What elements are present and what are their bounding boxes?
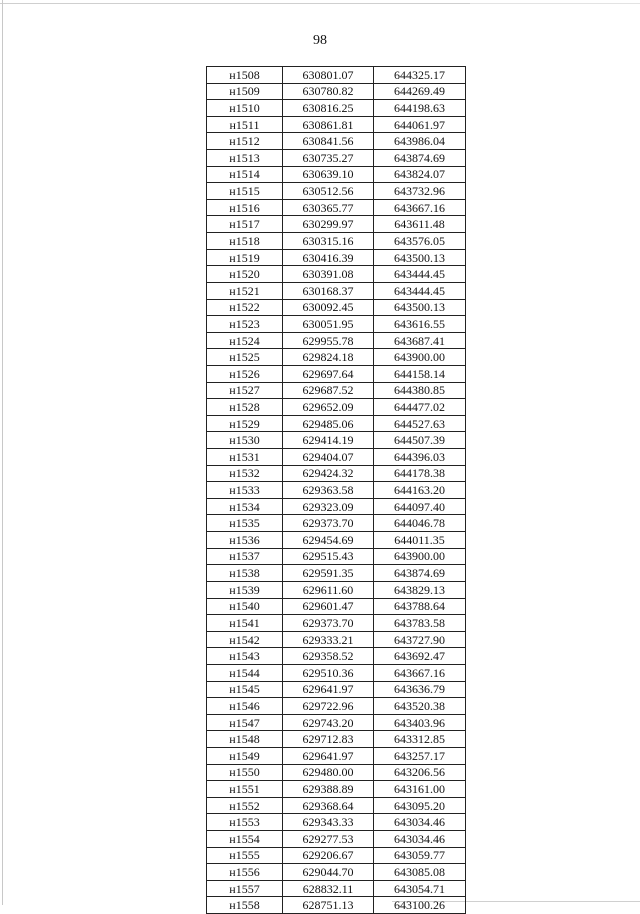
table-row bbox=[207, 581, 466, 598]
table-row bbox=[207, 316, 466, 333]
x-coordinate-cell: 629044.70 bbox=[283, 864, 374, 881]
y-coordinate-cell: 643874.69 bbox=[374, 565, 466, 582]
x-coordinate-cell: 630801.07 bbox=[283, 67, 374, 84]
x-coordinate-cell: 630315.16 bbox=[283, 233, 374, 250]
point-id-cell: н1543 bbox=[207, 648, 283, 665]
point-id-cell: н1544 bbox=[207, 664, 283, 681]
x-coordinate-cell: 629414.19 bbox=[283, 432, 374, 449]
x-coordinate-cell: 630861.81 bbox=[283, 116, 374, 133]
y-coordinate-cell: 644158.14 bbox=[374, 365, 466, 382]
table-row bbox=[207, 714, 466, 731]
x-coordinate-cell: 629368.64 bbox=[283, 797, 374, 814]
table-row bbox=[207, 598, 466, 615]
table-row bbox=[207, 67, 466, 84]
point-id-cell: н1511 bbox=[207, 116, 283, 133]
table-row bbox=[207, 233, 466, 250]
x-coordinate-cell: 629404.07 bbox=[283, 449, 374, 466]
table-row bbox=[207, 764, 466, 781]
table-row bbox=[207, 681, 466, 698]
x-coordinate-cell: 629388.89 bbox=[283, 781, 374, 798]
table-row bbox=[207, 83, 466, 100]
y-coordinate-cell: 643095.20 bbox=[374, 797, 466, 814]
table-row bbox=[207, 382, 466, 399]
y-coordinate-cell: 643829.13 bbox=[374, 581, 466, 598]
x-coordinate-cell: 629480.00 bbox=[283, 764, 374, 781]
y-coordinate-cell: 643783.58 bbox=[374, 615, 466, 632]
y-coordinate-cell: 643206.56 bbox=[374, 764, 466, 781]
table-row bbox=[207, 365, 466, 382]
point-id-cell: н1532 bbox=[207, 465, 283, 482]
point-id-cell: н1530 bbox=[207, 432, 283, 449]
point-id-cell: н1538 bbox=[207, 565, 283, 582]
point-id-cell: н1523 bbox=[207, 316, 283, 333]
x-coordinate-cell: 629206.67 bbox=[283, 847, 374, 864]
point-id-cell: н1521 bbox=[207, 282, 283, 299]
point-id-cell: н1558 bbox=[207, 897, 283, 914]
table-row bbox=[207, 349, 466, 366]
x-coordinate-cell: 629358.52 bbox=[283, 648, 374, 665]
x-coordinate-cell: 629373.70 bbox=[283, 615, 374, 632]
point-id-cell: н1542 bbox=[207, 631, 283, 648]
x-coordinate-cell: 629955.78 bbox=[283, 332, 374, 349]
y-coordinate-cell: 644396.03 bbox=[374, 449, 466, 466]
table-row bbox=[207, 399, 466, 416]
point-id-cell: н1508 bbox=[207, 67, 283, 84]
x-coordinate-cell: 629323.09 bbox=[283, 498, 374, 515]
y-coordinate-cell: 643059.77 bbox=[374, 847, 466, 864]
x-coordinate-cell: 628832.11 bbox=[283, 880, 374, 897]
point-id-cell: н1554 bbox=[207, 831, 283, 848]
point-id-cell: н1555 bbox=[207, 847, 283, 864]
table-row bbox=[207, 515, 466, 532]
point-id-cell: н1553 bbox=[207, 814, 283, 831]
x-coordinate-cell: 630416.39 bbox=[283, 249, 374, 266]
x-coordinate-cell: 629722.96 bbox=[283, 698, 374, 715]
point-id-cell: н1545 bbox=[207, 681, 283, 698]
point-id-cell: н1524 bbox=[207, 332, 283, 349]
point-id-cell: н1541 bbox=[207, 615, 283, 632]
table-row bbox=[207, 664, 466, 681]
point-id-cell: н1536 bbox=[207, 532, 283, 549]
table-row bbox=[207, 199, 466, 216]
left-scan-edge bbox=[2, 0, 3, 905]
y-coordinate-cell: 644477.02 bbox=[374, 399, 466, 416]
table-row bbox=[207, 449, 466, 466]
point-id-cell: н1535 bbox=[207, 515, 283, 532]
top-border-line-faint bbox=[470, 3, 640, 4]
page-number: 98 bbox=[313, 33, 327, 48]
point-id-cell: н1510 bbox=[207, 100, 283, 117]
y-coordinate-cell: 643900.00 bbox=[374, 349, 466, 366]
x-coordinate-cell: 629652.09 bbox=[283, 399, 374, 416]
point-id-cell: н1548 bbox=[207, 731, 283, 748]
x-coordinate-cell: 629485.06 bbox=[283, 415, 374, 432]
x-coordinate-cell: 630639.10 bbox=[283, 166, 374, 183]
point-id-cell: н1525 bbox=[207, 349, 283, 366]
x-coordinate-cell: 629641.97 bbox=[283, 681, 374, 698]
table-row bbox=[207, 415, 466, 432]
y-coordinate-cell: 644527.63 bbox=[374, 415, 466, 432]
table-row bbox=[207, 116, 466, 133]
y-coordinate-cell: 643520.38 bbox=[374, 698, 466, 715]
point-id-cell: н1534 bbox=[207, 498, 283, 515]
y-coordinate-cell: 643500.13 bbox=[374, 299, 466, 316]
y-coordinate-cell: 643611.48 bbox=[374, 216, 466, 233]
y-coordinate-cell: 644507.39 bbox=[374, 432, 466, 449]
top-border-line bbox=[0, 3, 470, 4]
x-coordinate-cell: 629333.21 bbox=[283, 631, 374, 648]
table-row bbox=[207, 864, 466, 881]
table-row bbox=[207, 747, 466, 764]
x-coordinate-cell: 629712.83 bbox=[283, 731, 374, 748]
x-coordinate-cell: 629277.53 bbox=[283, 831, 374, 848]
point-id-cell: н1549 bbox=[207, 747, 283, 764]
y-coordinate-cell: 643257.17 bbox=[374, 747, 466, 764]
y-coordinate-cell: 643788.64 bbox=[374, 598, 466, 615]
y-coordinate-cell: 644325.17 bbox=[374, 67, 466, 84]
y-coordinate-cell: 643986.04 bbox=[374, 133, 466, 150]
table-row bbox=[207, 332, 466, 349]
x-coordinate-cell: 629611.60 bbox=[283, 581, 374, 598]
table-row bbox=[207, 797, 466, 814]
y-coordinate-cell: 643161.00 bbox=[374, 781, 466, 798]
point-id-cell: н1556 bbox=[207, 864, 283, 881]
y-coordinate-cell: 643667.16 bbox=[374, 199, 466, 216]
point-id-cell: н1520 bbox=[207, 266, 283, 283]
table-row bbox=[207, 615, 466, 632]
y-coordinate-cell: 644011.35 bbox=[374, 532, 466, 549]
y-coordinate-cell: 643444.45 bbox=[374, 266, 466, 283]
table-row bbox=[207, 465, 466, 482]
table-row bbox=[207, 282, 466, 299]
table-row bbox=[207, 432, 466, 449]
x-coordinate-cell: 629424.32 bbox=[283, 465, 374, 482]
y-coordinate-cell: 643500.13 bbox=[374, 249, 466, 266]
point-id-cell: н1539 bbox=[207, 581, 283, 598]
table-row bbox=[207, 565, 466, 582]
x-coordinate-cell: 630780.82 bbox=[283, 83, 374, 100]
table-row bbox=[207, 880, 466, 897]
y-coordinate-cell: 643034.46 bbox=[374, 831, 466, 848]
y-coordinate-cell: 644163.20 bbox=[374, 482, 466, 499]
point-id-cell: н1551 bbox=[207, 781, 283, 798]
point-id-cell: н1547 bbox=[207, 714, 283, 731]
y-coordinate-cell: 644269.49 bbox=[374, 83, 466, 100]
y-coordinate-cell: 643085.08 bbox=[374, 864, 466, 881]
point-id-cell: н1518 bbox=[207, 233, 283, 250]
table-row bbox=[207, 183, 466, 200]
y-coordinate-cell: 643444.45 bbox=[374, 282, 466, 299]
y-coordinate-cell: 643312.85 bbox=[374, 731, 466, 748]
table-row bbox=[207, 133, 466, 150]
point-id-cell: н1519 bbox=[207, 249, 283, 266]
point-id-cell: н1515 bbox=[207, 183, 283, 200]
y-coordinate-cell: 644178.38 bbox=[374, 465, 466, 482]
table-row bbox=[207, 814, 466, 831]
point-id-cell: н1529 bbox=[207, 415, 283, 432]
table-row bbox=[207, 299, 466, 316]
y-coordinate-cell: 644198.63 bbox=[374, 100, 466, 117]
point-id-cell: н1522 bbox=[207, 299, 283, 316]
x-coordinate-cell: 630299.97 bbox=[283, 216, 374, 233]
y-coordinate-cell: 644097.40 bbox=[374, 498, 466, 515]
y-coordinate-cell: 643732.96 bbox=[374, 183, 466, 200]
table-row bbox=[207, 731, 466, 748]
x-coordinate-cell: 629510.36 bbox=[283, 664, 374, 681]
x-coordinate-cell: 630512.56 bbox=[283, 183, 374, 200]
point-id-cell: н1528 bbox=[207, 399, 283, 416]
coordinates-table-body bbox=[207, 67, 466, 914]
table-row bbox=[207, 698, 466, 715]
point-id-cell: н1526 bbox=[207, 365, 283, 382]
y-coordinate-cell: 643576.05 bbox=[374, 233, 466, 250]
table-row bbox=[207, 482, 466, 499]
x-coordinate-cell: 629454.69 bbox=[283, 532, 374, 549]
point-id-cell: н1540 bbox=[207, 598, 283, 615]
table-row bbox=[207, 781, 466, 798]
table-row bbox=[207, 266, 466, 283]
x-coordinate-cell: 630168.37 bbox=[283, 282, 374, 299]
x-coordinate-cell: 630816.25 bbox=[283, 100, 374, 117]
point-id-cell: н1517 bbox=[207, 216, 283, 233]
x-coordinate-cell: 629601.47 bbox=[283, 598, 374, 615]
point-id-cell: н1512 bbox=[207, 133, 283, 150]
y-coordinate-cell: 644061.97 bbox=[374, 116, 466, 133]
y-coordinate-cell: 643692.47 bbox=[374, 648, 466, 665]
x-coordinate-cell: 629743.20 bbox=[283, 714, 374, 731]
x-coordinate-cell: 630841.56 bbox=[283, 133, 374, 150]
point-id-cell: н1527 bbox=[207, 382, 283, 399]
y-coordinate-cell: 644380.85 bbox=[374, 382, 466, 399]
x-coordinate-cell: 630735.27 bbox=[283, 150, 374, 167]
point-id-cell: н1550 bbox=[207, 764, 283, 781]
table-row bbox=[207, 831, 466, 848]
x-coordinate-cell: 630365.77 bbox=[283, 199, 374, 216]
y-coordinate-cell: 643616.55 bbox=[374, 316, 466, 333]
x-coordinate-cell: 629591.35 bbox=[283, 565, 374, 582]
x-coordinate-cell: 629363.58 bbox=[283, 482, 374, 499]
y-coordinate-cell: 643100.26 bbox=[374, 897, 466, 914]
x-coordinate-cell: 629687.52 bbox=[283, 382, 374, 399]
y-coordinate-cell: 643727.90 bbox=[374, 631, 466, 648]
table-row bbox=[207, 847, 466, 864]
table-row bbox=[207, 166, 466, 183]
table-row bbox=[207, 631, 466, 648]
x-coordinate-cell: 630051.95 bbox=[283, 316, 374, 333]
y-coordinate-cell: 643687.41 bbox=[374, 332, 466, 349]
y-coordinate-cell: 643667.16 bbox=[374, 664, 466, 681]
x-coordinate-cell: 629515.43 bbox=[283, 548, 374, 565]
x-coordinate-cell: 629373.70 bbox=[283, 515, 374, 532]
y-coordinate-cell: 643824.07 bbox=[374, 166, 466, 183]
y-coordinate-cell: 643034.46 bbox=[374, 814, 466, 831]
x-coordinate-cell: 630092.45 bbox=[283, 299, 374, 316]
table-row bbox=[207, 249, 466, 266]
point-id-cell: н1537 bbox=[207, 548, 283, 565]
table-row bbox=[207, 897, 466, 914]
x-coordinate-cell: 628751.13 bbox=[283, 897, 374, 914]
point-id-cell: н1531 bbox=[207, 449, 283, 466]
y-coordinate-cell: 643874.69 bbox=[374, 150, 466, 167]
y-coordinate-cell: 643054.71 bbox=[374, 880, 466, 897]
table-row bbox=[207, 100, 466, 117]
table-row bbox=[207, 150, 466, 167]
table-row bbox=[207, 648, 466, 665]
coordinates-table bbox=[206, 66, 466, 914]
point-id-cell: н1513 bbox=[207, 150, 283, 167]
point-id-cell: н1552 bbox=[207, 797, 283, 814]
point-id-cell: н1557 bbox=[207, 880, 283, 897]
y-coordinate-cell: 643636.79 bbox=[374, 681, 466, 698]
x-coordinate-cell: 629697.64 bbox=[283, 365, 374, 382]
x-coordinate-cell: 629824.18 bbox=[283, 349, 374, 366]
table-row bbox=[207, 532, 466, 549]
point-id-cell: н1533 bbox=[207, 482, 283, 499]
x-coordinate-cell: 629343.33 bbox=[283, 814, 374, 831]
y-coordinate-cell: 643900.00 bbox=[374, 548, 466, 565]
x-coordinate-cell: 630391.08 bbox=[283, 266, 374, 283]
y-coordinate-cell: 643403.96 bbox=[374, 714, 466, 731]
point-id-cell: н1546 bbox=[207, 698, 283, 715]
point-id-cell: н1516 bbox=[207, 199, 283, 216]
table-row bbox=[207, 216, 466, 233]
point-id-cell: н1514 bbox=[207, 166, 283, 183]
y-coordinate-cell: 644046.78 bbox=[374, 515, 466, 532]
table-row bbox=[207, 498, 466, 515]
x-coordinate-cell: 629641.97 bbox=[283, 747, 374, 764]
table-row bbox=[207, 548, 466, 565]
point-id-cell: н1509 bbox=[207, 83, 283, 100]
